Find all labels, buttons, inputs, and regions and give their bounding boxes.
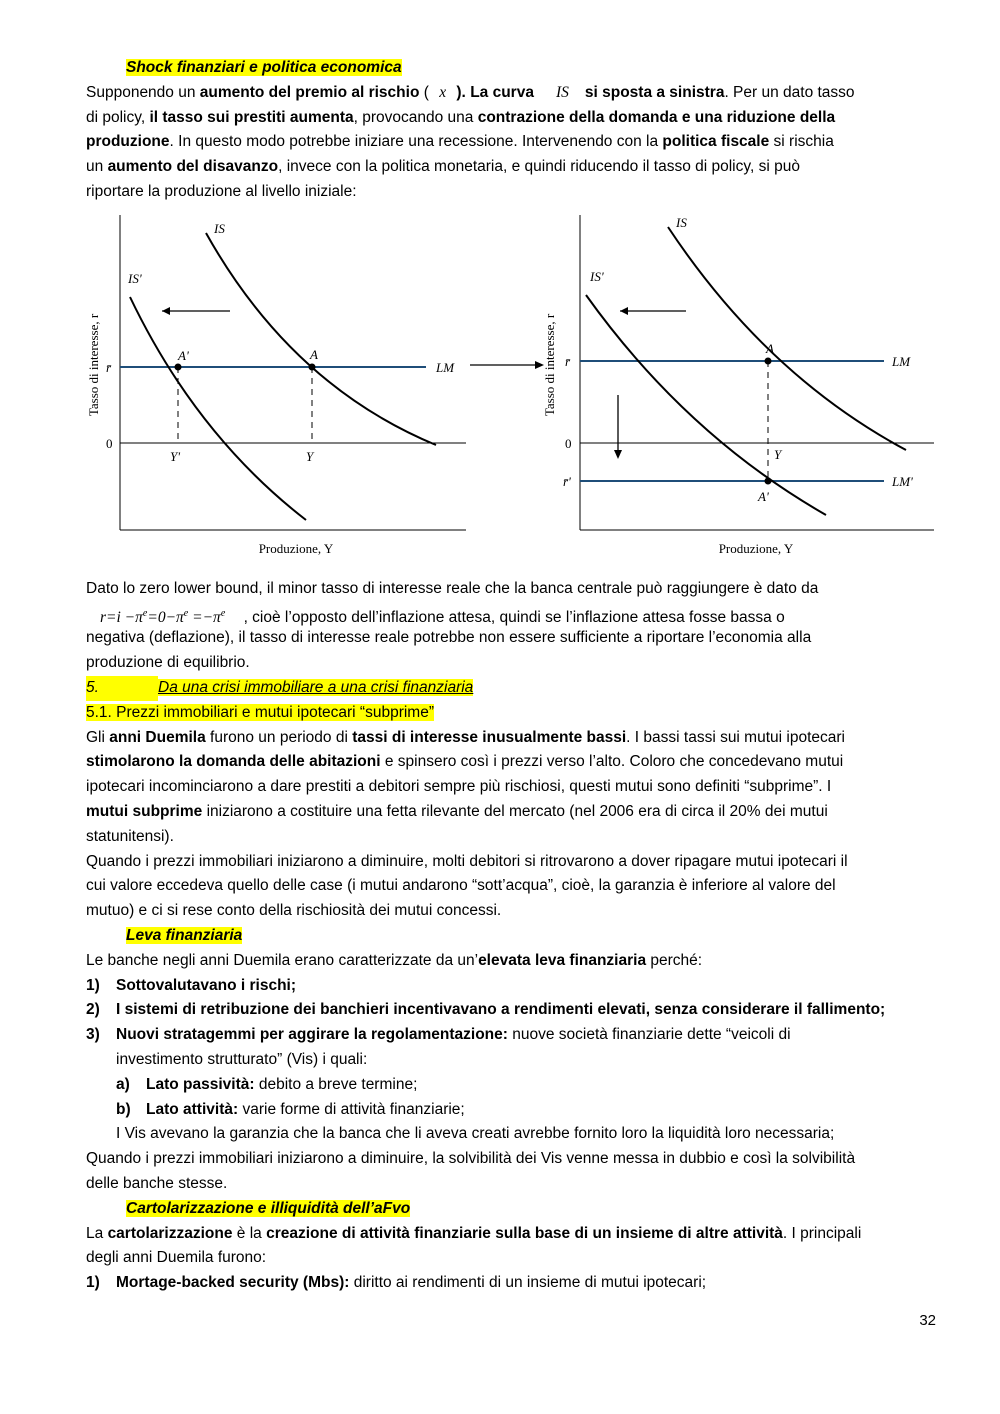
- paragraph-line: [86, 130, 946, 155]
- left-is-curve: [206, 233, 436, 445]
- text: delle banche stesse.: [86, 1174, 228, 1192]
- right-point-a-prime: [765, 477, 772, 484]
- eq-part: r=i −π: [100, 608, 143, 626]
- text: . I bassi tassi sui mutui ipotecari: [626, 728, 845, 746]
- paragraph-line: [86, 577, 946, 602]
- left-point-a-prime: [175, 363, 182, 370]
- paragraph-line: [86, 81, 946, 106]
- list-item-continuation: [86, 1048, 946, 1073]
- list-number: 3): [86, 1026, 100, 1044]
- section-5-heading: [86, 676, 946, 701]
- left-is-prime-label: IS': [128, 270, 142, 286]
- bold-text: politica fiscale: [662, 133, 770, 151]
- text: mutuo) e ci si rese conto della rischiosità dei mutui concessi.: [86, 902, 502, 920]
- text: furono un periodo di: [205, 728, 353, 746]
- text: diritto ai rendimenti di un insieme di mutui ipotecari;: [349, 1274, 707, 1292]
- bold-text: La curva: [470, 83, 534, 101]
- bold-text: creazione di attività finanziarie sulla base di un insieme di altre attività: [266, 1224, 783, 1242]
- left-y-prime-label: Y': [170, 448, 181, 464]
- left-is-label: IS: [214, 220, 225, 236]
- paragraph-line: [86, 825, 946, 850]
- text: è la: [232, 1224, 267, 1242]
- text: (: [419, 83, 434, 101]
- paragraph-line: [86, 750, 946, 775]
- figure-left: [86, 215, 466, 556]
- bold-text: contrazione della domanda e una riduzione della: [477, 108, 836, 126]
- right-xlabel: Produzione, Y: [718, 540, 794, 556]
- text: Le banche negli anni Duemila erano caratterizzate da un’: [86, 951, 479, 969]
- text: La: [86, 1224, 108, 1242]
- right-rbar-label: r̄: [565, 353, 571, 369]
- list-number: 1): [86, 1274, 100, 1292]
- right-lm-label: LM: [892, 353, 911, 369]
- left-rbar-label: r̄: [106, 359, 112, 375]
- bold-text: Nuovi stratagemmi per aggirare la regolamentazione:: [116, 1026, 508, 1044]
- bold-text: mutui subprime: [86, 802, 203, 820]
- eq-sup: e: [183, 607, 189, 619]
- text: varie forme di attività finanziarie;: [238, 1100, 465, 1118]
- right-point-a: [765, 357, 772, 364]
- text: Dato lo zero lower bound, il minor tasso di interesse reale che la banca centrale può raggiungere è dato da: [86, 579, 819, 597]
- paragraph-line: [86, 1246, 946, 1271]
- paragraph-line: [86, 1222, 946, 1247]
- list-item: [86, 1271, 946, 1296]
- bold-text: il tasso sui prestiti aumenta: [149, 108, 354, 126]
- list-item: [86, 974, 946, 999]
- paragraph-line: [86, 651, 946, 676]
- left-a-prime-label: A': [178, 347, 189, 363]
- heading-leva: Leva finanziaria: [126, 926, 243, 944]
- bold-text: elevata leva finanziaria: [478, 951, 647, 969]
- text: un: [86, 158, 108, 176]
- paragraph-line: [86, 899, 946, 924]
- text: I Vis avevano la garanzia che la banca che li aveva creati avrebbe fornito loro la liquidità loro necessaria;: [116, 1125, 835, 1143]
- text: nuove società finanziarie dette “veicoli di: [507, 1026, 791, 1044]
- right-is-curve: [668, 227, 906, 450]
- left-zero-label: 0: [106, 435, 113, 451]
- paragraph-line: [86, 726, 946, 751]
- list-letter: a): [116, 1075, 130, 1093]
- left-lm-label: LM: [436, 359, 455, 375]
- bold-text: produzione: [86, 133, 170, 151]
- bold-text: aumento del premio al rischio: [199, 83, 420, 101]
- bold-text: si sposta a sinistra: [584, 83, 725, 101]
- paragraph-line: [86, 850, 946, 875]
- figures-area: [86, 205, 946, 565]
- paragraph-line: [86, 775, 946, 800]
- bold-text: cartolarizzazione: [107, 1224, 233, 1242]
- list-number: 2): [86, 1001, 100, 1019]
- list-letter: b): [116, 1100, 131, 1118]
- text: Quando i prezzi immobiliari iniziarono a diminuire, molti debitori si ritrovarono a dover ripagare mutui ipotecari il: [86, 852, 848, 870]
- right-rbar-neg-label: r̄': [563, 473, 571, 489]
- bold-text: Lato passività:: [146, 1075, 255, 1093]
- left-xlabel: Produzione, Y: [258, 540, 334, 556]
- text: riportare la produzione al livello iniziale:: [86, 182, 357, 200]
- text: produzione di equilibrio.: [86, 654, 250, 672]
- section-heading: [86, 924, 946, 949]
- text: debito a breve termine;: [254, 1075, 418, 1093]
- paragraph-line: [86, 1172, 946, 1197]
- text: perché:: [646, 951, 703, 969]
- section-title: Da una crisi immobiliare a una crisi finanziaria: [158, 678, 474, 696]
- bold-text: tassi di interesse inusualmente bassi: [352, 728, 627, 746]
- bold-text: Sottovalutavano i rischi;: [116, 976, 297, 994]
- section-heading: [86, 56, 946, 81]
- document-page: [86, 56, 946, 1296]
- math-x: x: [439, 83, 447, 101]
- bold-text: Lato attività:: [146, 1100, 239, 1118]
- heading-cartolarizzazione: Cartolarizzazione e illiquidità dell’aFvo: [126, 1199, 411, 1217]
- right-shift-arrowhead: [620, 307, 628, 315]
- left-a-label: A: [310, 346, 318, 362]
- figure-right: [542, 215, 934, 556]
- text: Supponendo un: [86, 83, 200, 101]
- text: . In questo modo potrebbe iniziare una recessione. Intervenendo con la: [169, 133, 663, 151]
- subsection-heading: [86, 701, 946, 726]
- text: . Per un dato tasso: [724, 83, 855, 101]
- text: ipotecari incominciarono a dare prestiti a debitori sempre più rischiosi, questi mutui sono definiti “subprime”. I: [86, 778, 832, 796]
- eq-part: =−π: [188, 608, 221, 626]
- left-point-a: [309, 363, 316, 370]
- section-heading: [86, 1197, 946, 1222]
- paragraph-line: [86, 949, 946, 974]
- right-lm-prime-label: LM': [892, 473, 913, 489]
- section-number: 5.: [86, 676, 158, 701]
- right-a-label: A: [766, 340, 774, 356]
- heading-shock: Shock finanziari e politica economica: [126, 59, 402, 76]
- left-y-label: Y: [306, 448, 314, 464]
- list-item: [86, 998, 946, 1023]
- paragraph-line: [86, 626, 946, 651]
- bold-text: aumento del disavanzo: [107, 158, 279, 176]
- text: cui valore eccedeva quello delle case (i mutui andarono “sott’acqua”, cioè, la garanzia è inferiore al valore del: [86, 877, 836, 895]
- bold-text: stimolarono la domanda delle abitazioni: [86, 753, 381, 771]
- list-number: 1): [86, 976, 100, 994]
- is-lm-figures: [86, 205, 946, 565]
- text: Quando i prezzi immobiliari iniziarono a diminuire, la solvibilità dei Vis venne messa in dubbio e così la solvibilità: [86, 1150, 856, 1168]
- sub-list-item: [86, 1073, 946, 1098]
- text: investimento strutturato” (Vis) i quali:: [116, 1050, 368, 1068]
- paragraph-line: [86, 1122, 946, 1147]
- subsection-title: 5.1. Prezzi immobiliari e mutui ipotecari “subprime”: [86, 703, 435, 721]
- paragraph-line: [86, 800, 946, 825]
- paragraph-line: [86, 1147, 946, 1172]
- text: , cioè l’opposto dell’inflazione attesa, quindi se l’inflazione attesa fosse bassa o: [239, 608, 785, 626]
- right-y-label: Y: [774, 446, 782, 462]
- text: , provocando una: [353, 108, 478, 126]
- left-ylabel: Tasso di interesse, r: [86, 313, 101, 416]
- right-is-label: IS: [676, 214, 687, 230]
- paragraph-line: [86, 602, 946, 627]
- text: ).: [452, 83, 471, 101]
- eq-part: =0−π: [147, 608, 184, 626]
- bold-text: I sistemi di retribuzione dei banchieri incentivavano a rendimenti elevati, senza considerare il fallimento;: [116, 1001, 886, 1019]
- list-item: [86, 1023, 946, 1048]
- text: statunitensi).: [86, 827, 174, 845]
- bold-text: Mortage-backed security (Mbs):: [116, 1274, 350, 1292]
- right-is-prime-label: IS': [590, 268, 604, 284]
- math-is: IS: [555, 83, 569, 101]
- right-ylabel: Tasso di interesse, r: [542, 313, 557, 416]
- text: si rischia: [769, 133, 834, 151]
- text: . I principali: [782, 1224, 862, 1242]
- text: e spinsero così i prezzi verso l’alto. Coloro che concedevano mutui: [380, 753, 844, 771]
- text: , invece con la politica monetaria, e quindi riducendo il tasso di policy, si può: [278, 158, 800, 176]
- page-number: 32: [919, 1312, 936, 1329]
- equation: [86, 609, 225, 626]
- text: negativa (deflazione), il tasso di interesse reale potrebbe non essere sufficiente a riportare l’economia alla: [86, 629, 812, 647]
- text: degli anni Duemila furono:: [86, 1249, 267, 1267]
- text: iniziarono a costituire una fetta rilevante del mercato (nel 2006 era di circa il 20% dei mutui: [202, 802, 828, 820]
- right-zero-label: 0: [565, 435, 572, 451]
- bold-text: anni Duemila: [109, 728, 206, 746]
- left-is-prime-curve: [130, 297, 306, 520]
- right-down-arrowhead: [614, 450, 622, 459]
- eq-sup: e: [142, 607, 148, 619]
- text: di policy,: [86, 108, 150, 126]
- right-a-prime-label: A': [758, 488, 769, 504]
- paragraph-line: [86, 155, 946, 180]
- sub-list-item: [86, 1098, 946, 1123]
- eq-sup: e: [220, 607, 226, 619]
- paragraph-line: [86, 106, 946, 131]
- left-shift-arrowhead: [162, 307, 170, 315]
- paragraph-line: [86, 874, 946, 899]
- text: Gli: [86, 728, 110, 746]
- paragraph-line: [86, 180, 946, 205]
